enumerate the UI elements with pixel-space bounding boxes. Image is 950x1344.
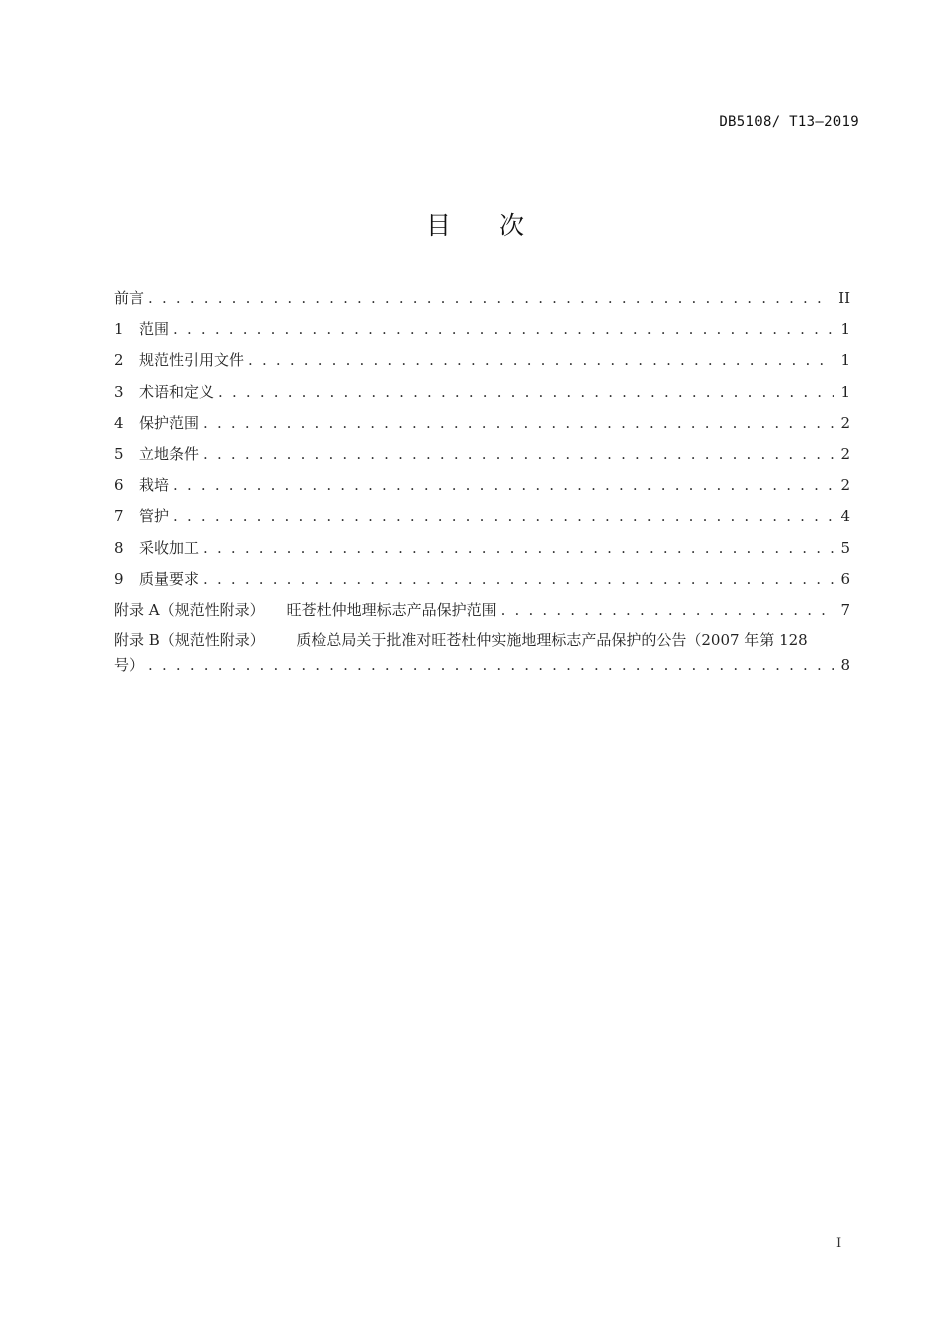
toc-title: 目 次 [426, 211, 544, 240]
toc-entry-label: 保护范围 [139, 413, 200, 432]
toc-entry-appendix-b[interactable] [114, 628, 850, 678]
toc-entry-page: 1 [840, 351, 850, 370]
toc-entry-label: 立地条件 [139, 444, 200, 463]
toc-entry-number: 3 [114, 382, 124, 401]
toc-entry-foreword[interactable] [114, 285, 850, 316]
toc-entry-number: 5 [114, 444, 124, 463]
toc-entry-management[interactable] [114, 503, 850, 534]
toc-entry-number: 7 [114, 507, 124, 526]
dot-leader [173, 472, 834, 498]
toc-entry-page: 1 [840, 382, 850, 401]
toc-entry-page: 2 [840, 444, 850, 463]
toc-entry-page: 5 [840, 538, 850, 557]
toc-entry-number: 8 [114, 538, 124, 557]
dot-leader [218, 379, 834, 405]
appendix-prefix: 附录 B（规范性附录） [114, 631, 265, 650]
toc-entry-number: 1 [114, 320, 124, 339]
toc-entry-page: 4 [840, 507, 850, 526]
toc-entry-page: II [838, 289, 850, 307]
toc-entry-label: 栽培 [139, 476, 170, 495]
toc-entry-number: 6 [114, 476, 124, 495]
toc-entry-protection-scope[interactable] [114, 410, 850, 441]
toc-entry-page: 8 [840, 656, 850, 675]
dot-leader [203, 410, 834, 436]
toc-entry-label: 前言 [114, 289, 145, 307]
toc-entry-label: 规范性引用文件 [139, 351, 245, 370]
toc-entry-label: 质检总局关于批准对旺苍杜仲实施地理标志产品保护的公告（2007 年第 128 [296, 631, 808, 650]
toc-entry-number: 2 [114, 351, 124, 370]
toc-entry-terms-definitions[interactable] [114, 379, 850, 410]
dot-leader [203, 535, 834, 561]
toc-entry-label: 管护 [139, 507, 170, 526]
toc-entry-site-conditions[interactable] [114, 441, 850, 472]
document-code: DB5108/ T13—2019 [719, 114, 859, 130]
toc-entry-label-continuation: 号） [114, 656, 145, 675]
dot-leader [203, 441, 834, 467]
toc-entry-harvest-processing[interactable] [114, 535, 850, 566]
toc-entry-page: 7 [840, 600, 850, 619]
toc-entry-number: 4 [114, 413, 124, 432]
toc-entry-label: 旺苍杜仲地理标志产品保护范围 [286, 600, 497, 619]
toc-entry-normative-references[interactable] [114, 347, 850, 378]
toc-entry-page: 6 [840, 569, 850, 588]
dot-leader [248, 347, 834, 373]
dot-leader [173, 503, 834, 529]
dot-leader [501, 597, 835, 623]
toc-entry-page: 1 [840, 320, 850, 339]
dot-leader [148, 652, 834, 678]
appendix-prefix: 附录 A（规范性附录） [114, 600, 265, 619]
toc-entry-page: 2 [840, 476, 850, 495]
toc-entry-scope[interactable] [114, 316, 850, 347]
dot-leader [173, 316, 834, 342]
toc-entry-appendix-a[interactable] [114, 597, 850, 628]
toc-entry-page: 2 [840, 413, 850, 432]
toc-entry-number: 9 [114, 569, 124, 588]
dot-leader [203, 566, 834, 592]
toc-entry-label: 范围 [139, 320, 170, 339]
toc-entry-quality-requirements[interactable] [114, 566, 850, 597]
toc-entry-cultivation[interactable] [114, 472, 850, 503]
page-number: I [836, 1236, 842, 1251]
table-of-contents [114, 285, 850, 678]
dot-leader [148, 285, 832, 311]
toc-entry-label: 术语和定义 [139, 382, 215, 401]
toc-entry-label: 质量要求 [139, 569, 200, 588]
toc-entry-label: 采收加工 [139, 538, 200, 557]
